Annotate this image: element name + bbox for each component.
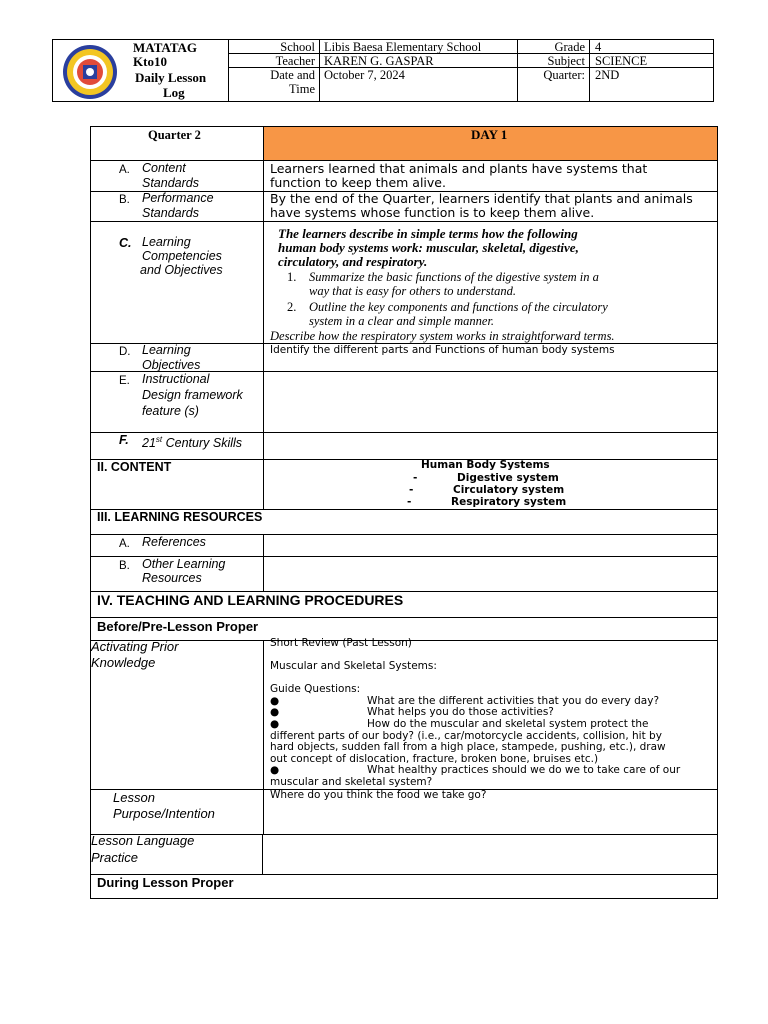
subject-label: Subject xyxy=(547,54,585,68)
bullet-4: ● xyxy=(270,764,280,776)
before-lesson-title: Before/Pre-Lesson Proper xyxy=(97,619,259,634)
row-e-label-1: Instructional xyxy=(142,372,210,386)
row-b-letter: B. xyxy=(119,194,130,206)
question-4-line-1: What healthy practices should we do we to take care of our xyxy=(367,764,681,776)
activating-line-2: Muscular and Skeletal Systems: xyxy=(270,660,437,672)
competency-intro-2: human body systems work: muscular, skeletal, digestive, xyxy=(278,240,579,255)
row-d-letter: D. xyxy=(119,346,131,358)
competency-intro-3: circulatory, and respiratory. xyxy=(278,254,428,269)
row-c-label-3: and Objectives xyxy=(140,263,223,277)
objective-1-number: 1. xyxy=(287,270,297,284)
objective-2-number: 2. xyxy=(287,300,297,314)
row-c-label-1: Learning xyxy=(142,235,191,249)
competency-intro-1: The learners describe in simple terms how the following xyxy=(278,226,578,241)
subject-value: SCIENCE xyxy=(595,54,648,68)
competency-closing: Describe how the respiratory system works in straightforward terms. xyxy=(270,329,615,343)
activating-label-2: Knowledge xyxy=(91,655,156,670)
quarter-value: 2ND xyxy=(595,68,620,82)
date-label-2: Time xyxy=(289,82,315,96)
school-value: Libis Baesa Elementary School xyxy=(324,40,482,54)
row-d-content: Identify the different parts and Functions of human body systems xyxy=(270,344,615,356)
content-item-circulatory: Circulatory system xyxy=(453,484,565,496)
references-label: References xyxy=(142,535,206,549)
row-e-label-2: Design framework xyxy=(142,388,243,402)
question-3-line-2: different parts of our body? (i.e., car/motorcycle accidents, collision, hit by xyxy=(270,730,662,742)
question-4-line-2: muscular and skeletal system? xyxy=(270,776,433,788)
content-section-title: II. CONTENT xyxy=(97,460,172,474)
row-b-content-2: have systems whose function is to keep them alive. xyxy=(270,205,595,220)
bullet-2: ● xyxy=(270,706,280,718)
row-f-letter: F. xyxy=(119,433,129,447)
bullet-3: ● xyxy=(270,718,280,730)
question-3-line-4: out concept of dislocation, fracture, broken bone, bruises etc.) xyxy=(270,753,599,765)
row-a-letter: A. xyxy=(119,164,130,176)
quarter-header: Quarter 2 xyxy=(148,128,201,142)
grade-label: Grade xyxy=(554,40,585,54)
other-resources-label-2: Resources xyxy=(142,571,202,585)
objective-1-line-2: way that is easy for others to understand. xyxy=(309,284,516,298)
resources-section-title: III. LEARNING RESOURCES xyxy=(97,510,263,524)
content-heading: Human Body Systems xyxy=(421,459,550,471)
row-f-label: 21st Century Skills xyxy=(142,435,243,451)
activating-line-1: Short Review (Past Lesson) xyxy=(270,637,412,649)
row-b-label-1: Performance xyxy=(142,191,214,205)
purpose-label-1: Lesson xyxy=(113,790,155,805)
objective-2-line-1: Outline the key components and functions of the circulatory xyxy=(309,300,608,314)
row-c-letter: C. xyxy=(119,236,132,250)
row-a-content-1: Learners learned that animals and plants have systems that xyxy=(270,161,648,176)
row-a-label-2: Standards xyxy=(142,176,199,190)
other-resources-label-1: Other Learning xyxy=(142,557,226,571)
activating-label-1: Activating Prior xyxy=(91,639,179,654)
school-seal-icon xyxy=(57,43,123,101)
row-e-letter: E. xyxy=(119,375,130,387)
content-item-respiratory: Respiratory system xyxy=(451,496,567,508)
language-label-2: Practice xyxy=(91,850,138,865)
row-b-content-1: By the end of the Quarter, learners identify that plants and animals xyxy=(270,191,693,206)
row-a-content-2: function to keep them alive. xyxy=(270,175,446,190)
doc-title-line-2: Kto10 xyxy=(133,54,167,69)
row-c-label-2: Competencies xyxy=(142,249,222,263)
procedures-title: IV. TEACHING AND LEARNING PROCEDURES xyxy=(97,592,404,608)
row-a-label-1: Content xyxy=(142,161,186,175)
activating-line-3: Guide Questions: xyxy=(270,683,361,695)
row-b-label-2: Standards xyxy=(142,206,199,220)
question-1: What are the different activities that you do every day? xyxy=(367,695,660,707)
objective-2-line-2: system in a clear and simple manner. xyxy=(309,314,495,328)
purpose-content: Where do you think the food we take go? xyxy=(270,789,487,801)
objective-1-line-1: Summarize the basic functions of the digestive system in a xyxy=(309,270,599,284)
content-dash-2: - xyxy=(409,484,414,496)
question-3-line-1: How do the muscular and skeletal system protect the xyxy=(367,718,649,730)
question-2: What helps you do those activities? xyxy=(367,706,554,718)
bullet-1: ● xyxy=(270,695,280,707)
school-label: School xyxy=(280,40,315,54)
during-lesson-title: During Lesson Proper xyxy=(97,875,234,890)
teacher-label: Teacher xyxy=(275,54,315,68)
quarter-label: Quarter: xyxy=(543,68,585,82)
language-label-1: Lesson Language xyxy=(91,833,195,848)
row-d-label-2: Objectives xyxy=(142,358,201,372)
header-table xyxy=(52,39,714,102)
doc-title-line-4: Log xyxy=(163,85,185,100)
lesson-log-table xyxy=(90,126,718,899)
other-resources-letter: B. xyxy=(119,560,130,572)
doc-title-line-3: Daily Lesson xyxy=(135,70,207,85)
content-dash-3: - xyxy=(407,496,412,508)
content-dash-1: - xyxy=(413,472,418,484)
row-d-label-1: Learning xyxy=(142,343,191,357)
question-3-line-3: hard objects, sudden fall from a high place, stampede, pushing, etc.), draw xyxy=(270,741,666,753)
grade-value: 4 xyxy=(595,40,602,54)
day-header: DAY 1 xyxy=(471,127,508,142)
doc-title-line-1: MATATAG xyxy=(133,40,198,55)
date-value: October 7, 2024 xyxy=(324,68,405,82)
teacher-value: KAREN G. GASPAR xyxy=(324,54,434,68)
references-letter: A. xyxy=(119,538,130,550)
purpose-label-2: Purpose/Intention xyxy=(113,806,215,821)
row-e-label-3: feature (s) xyxy=(142,404,199,418)
date-label-1: Date and xyxy=(270,68,315,82)
content-item-digestive: Digestive system xyxy=(457,472,559,484)
